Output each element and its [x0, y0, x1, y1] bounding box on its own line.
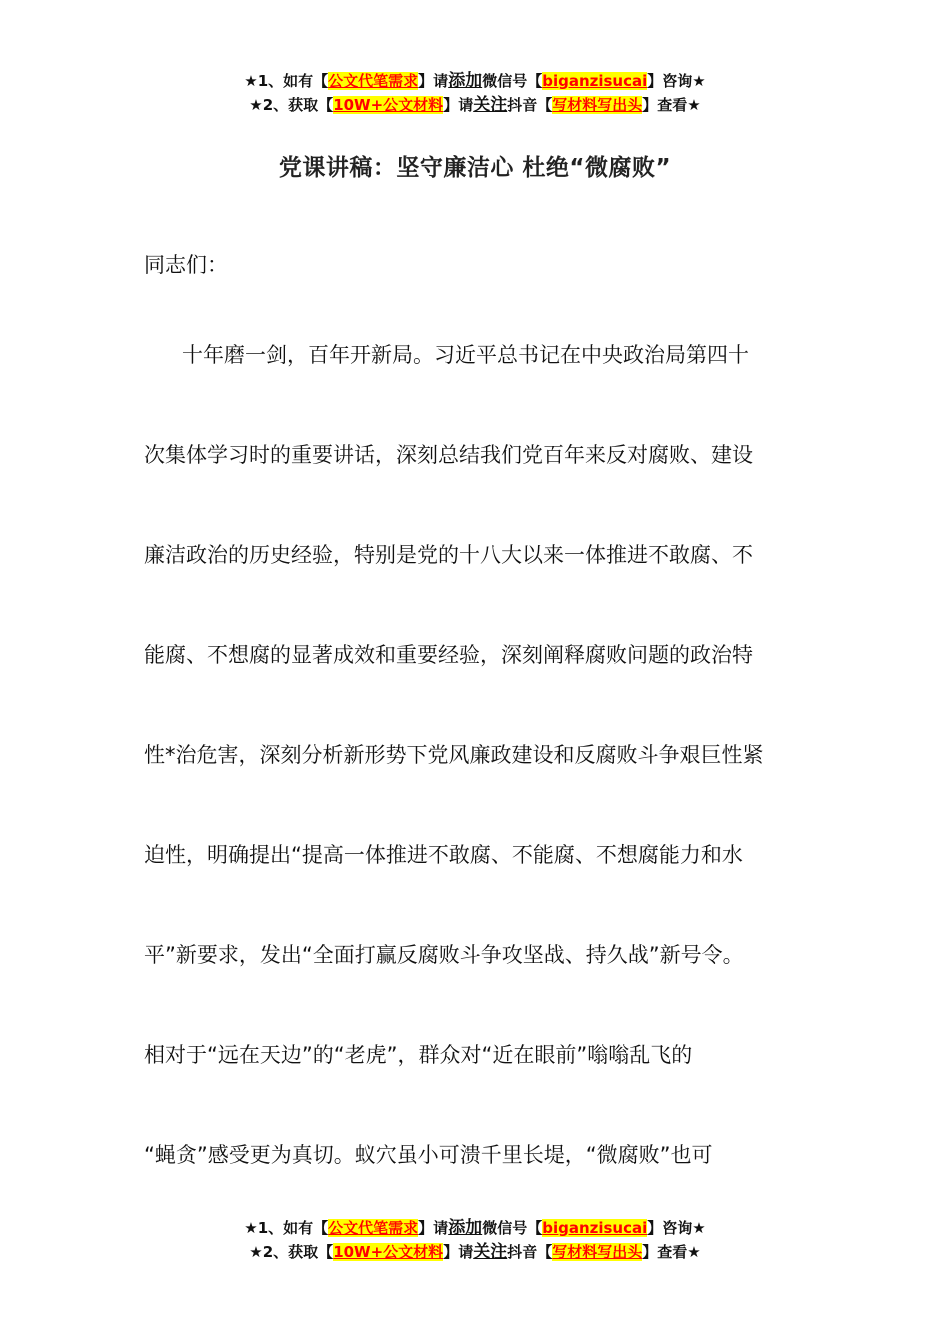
promo-text: 微信号【	[482, 1219, 543, 1237]
promo-text: 】查看★	[642, 96, 701, 114]
body-line: 迫性，明确提出“提高一体推进不敢腐、不能腐、不想腐能力和水	[144, 843, 743, 867]
bottom-promo-banner	[0, 1216, 950, 1264]
promo-text: ★2、获取【	[249, 1243, 334, 1261]
promo-text: 】咨询★	[647, 72, 706, 90]
promo-emphasis: 关注	[473, 1242, 508, 1262]
promo-text: 】请	[443, 96, 474, 114]
body-line: 廉洁政治的历史经验，特别是党的十八大以来一体推进不敢腐、不	[144, 543, 753, 567]
promo-line-1	[0, 1216, 950, 1240]
document-title: 党课讲稿：坚守廉洁心 杜绝“微腐败”	[278, 155, 672, 181]
body-line: 十年磨一剑，百年开新局。习近平总书记在中央政治局第四十	[182, 343, 749, 367]
body-line: “蝇贪”感受更为真切。蚁穴虽小可溃千里长堤，“微腐败”也可	[144, 1143, 713, 1167]
promo-text: ★1、如有【	[244, 1219, 329, 1237]
salutation: 同志们：	[144, 253, 228, 277]
promo-line-2	[0, 93, 950, 117]
document-body	[144, 338, 844, 1238]
body-line: 性*治危害，深刻分析新形势下党风廉政建设和反腐败斗争艰巨性紧	[144, 743, 764, 767]
promo-highlight: 公文代笔需求	[328, 1219, 419, 1237]
promo-highlight: 10W+公文材料	[333, 1243, 444, 1261]
top-promo-banner	[0, 69, 950, 117]
promo-emphasis: 添加	[448, 1218, 483, 1238]
body-line: 次集体学习时的重要讲话，深刻总结我们党百年来反对腐败、建设	[144, 443, 753, 467]
promo-line-1	[0, 69, 950, 93]
promo-line-2	[0, 1240, 950, 1264]
promo-highlight: 10W+公文材料	[333, 96, 444, 114]
promo-text: ★2、获取【	[249, 96, 334, 114]
promo-text: 】请	[443, 1243, 474, 1261]
promo-text: 微信号【	[482, 72, 543, 90]
promo-text: 】请	[418, 72, 449, 90]
promo-text: 】请	[418, 1219, 449, 1237]
promo-text: 】咨询★	[647, 1219, 706, 1237]
promo-highlight: 公文代笔需求	[328, 72, 419, 90]
promo-text: ★1、如有【	[244, 72, 329, 90]
promo-douyin-id: 写材料写出头	[552, 96, 643, 114]
promo-text: 抖音【	[507, 96, 553, 114]
promo-wechat-id: biganzisucai	[542, 1219, 648, 1237]
promo-douyin-id: 写材料写出头	[552, 1243, 643, 1261]
promo-emphasis: 添加	[448, 71, 483, 91]
promo-emphasis: 关注	[473, 95, 508, 115]
promo-text: 抖音【	[507, 1243, 553, 1261]
body-line: 平”新要求，发出“全面打赢反腐败斗争攻坚战、持久战”新号令。	[144, 943, 744, 967]
promo-wechat-id: biganzisucai	[542, 72, 648, 90]
body-line: 相对于“远在天边”的“老虎”，群众对“近在眼前”嗡嗡乱飞的	[144, 1043, 693, 1067]
body-line: 能腐、不想腐的显著成效和重要经验，深刻阐释腐败问题的政治特	[144, 643, 753, 667]
promo-text: 】查看★	[642, 1243, 701, 1261]
